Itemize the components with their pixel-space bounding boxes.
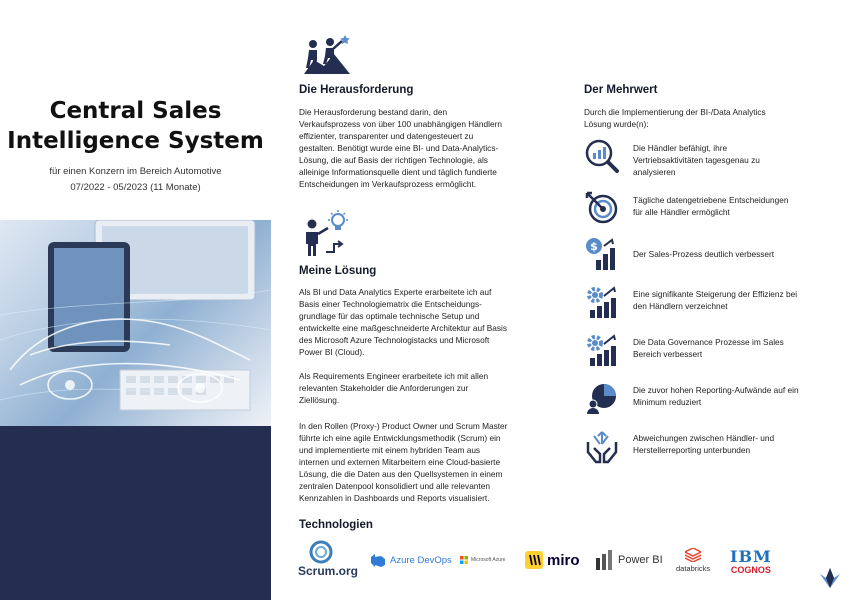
value-item xyxy=(584,380,824,420)
gear-chart-icon xyxy=(584,284,620,320)
value-item xyxy=(584,428,824,468)
value-item-text: Der Sales-Prozess deutlich verbessert xyxy=(633,249,775,259)
power-bi-logo: Power BI xyxy=(595,540,663,580)
target-icon xyxy=(584,190,620,226)
databricks-logo: databricks xyxy=(676,540,710,580)
scrum-org-logo: Scrum.org xyxy=(298,540,344,580)
azure-devops-logo: Azure DevOps xyxy=(370,540,452,580)
project-period: 07/2022 - 05/2023 (11 Monate) xyxy=(70,182,201,193)
idea-person-icon xyxy=(300,210,352,256)
left-column xyxy=(0,0,271,600)
value-item-text: Die Händler befähigt, ihre Vertriebsaktivitäten tagesgenau zu analysieren xyxy=(633,143,760,177)
dollar-chart-icon xyxy=(584,236,620,272)
navy-panel xyxy=(0,426,271,600)
power-bi-icon xyxy=(595,550,613,570)
pie-report-icon xyxy=(584,380,620,416)
databricks-icon xyxy=(685,548,701,562)
brand-logo-icon xyxy=(818,568,842,590)
value-item-text: Eine signifikante Steigerung der Effizienz bei den Händlern verzeichnet xyxy=(633,289,798,311)
challenge-heading: Die Herausforderung xyxy=(299,84,414,96)
value-heading: Der Mehrwert xyxy=(584,84,658,96)
value-item-text: Tägliche datengetriebene Entscheidungen für alle Händler ermöglicht xyxy=(633,195,789,217)
value-intro: Durch die Implementierung der BI-/Data Analytics Lösung wurde(n): xyxy=(584,107,766,129)
analytics-icon xyxy=(584,138,620,174)
value-item xyxy=(584,284,824,324)
ibm-cognos-logo: IBM COGNOS xyxy=(730,546,772,575)
value-item-text: Die Data Governance Prozesse im Sales Bereich verbessert xyxy=(633,337,784,359)
value-item xyxy=(584,332,824,372)
technologies-heading: Technologien xyxy=(299,519,373,531)
value-item xyxy=(584,190,824,230)
teamwork-icon xyxy=(300,34,356,74)
value-item xyxy=(584,138,824,178)
miro-icon xyxy=(525,551,543,569)
solution-paragraph-2: Als Requirements Engineer erarbeitete ich mit allen relevanten Stakeholder die Anforderungen zur Ziellösung. xyxy=(299,371,489,405)
miro-logo: miro xyxy=(525,540,580,580)
gear-chart-icon xyxy=(584,332,620,368)
hands-arrows-icon xyxy=(584,428,620,464)
microsoft-azure-logo: Microsoft Azure xyxy=(460,540,505,580)
hero-image xyxy=(0,220,271,426)
project-subtitle: für einen Konzern im Bereich Automotive xyxy=(49,166,222,177)
azure-devops-icon xyxy=(370,552,386,568)
value-item-text: Die zuvor hohen Reporting-Aufwände auf ein Minimum reduziert xyxy=(633,385,799,407)
project-title: Central Sales Intelligence System xyxy=(7,98,264,154)
value-item xyxy=(584,236,824,276)
challenge-text: Die Herausforderung bestand darin, den Verkaufsprozess von über 100 unabhängigen Händlern effizienter, transparenter und datengesteuert zu gestalten. Benötigt wurde eine BI- und Data-Analytics- Lösung, die auf Basis der richtigen Technologie, als alleinige Informationsquelle dient und täglich fundierte Entscheidungen im Verkaufsprozess ermöglicht. xyxy=(299,107,502,189)
svg-text:$: $ xyxy=(590,240,598,253)
value-item-text: Abweichungen zwischen Händler- und Herstellerreporting unterbunden xyxy=(633,433,775,455)
solution-paragraph-3: In den Rollen (Proxy-) Product Owner und Scrum Master führte ich eine agile Entwicklungsmethodik (Scrum) ein und implementierte mit einem hybriden Team aus internen und externen Mitarbeitern eine Cloud-basierte Lösung, die die Daten aus den Quellsystemen in einem zentralen Datenpool konsolidiert und alle relevanten Kennzahlen in Dashboards und Reports visualisiert. xyxy=(299,421,508,503)
solution-heading: Meine Lösung xyxy=(299,265,377,277)
microsoft-icon xyxy=(460,556,468,564)
solution-paragraph-1: Als BI und Data Analytics Experte erarbeitete ich auf Basis einer Technologiematrix die Entscheidungs- grundlage für das optimale technische Setup und entwickelte eine maßgeschneiderte Architektur auf Basis des Microsoft Azure Technologistacks und Microsoft Power BI (Cloud). xyxy=(299,287,507,357)
